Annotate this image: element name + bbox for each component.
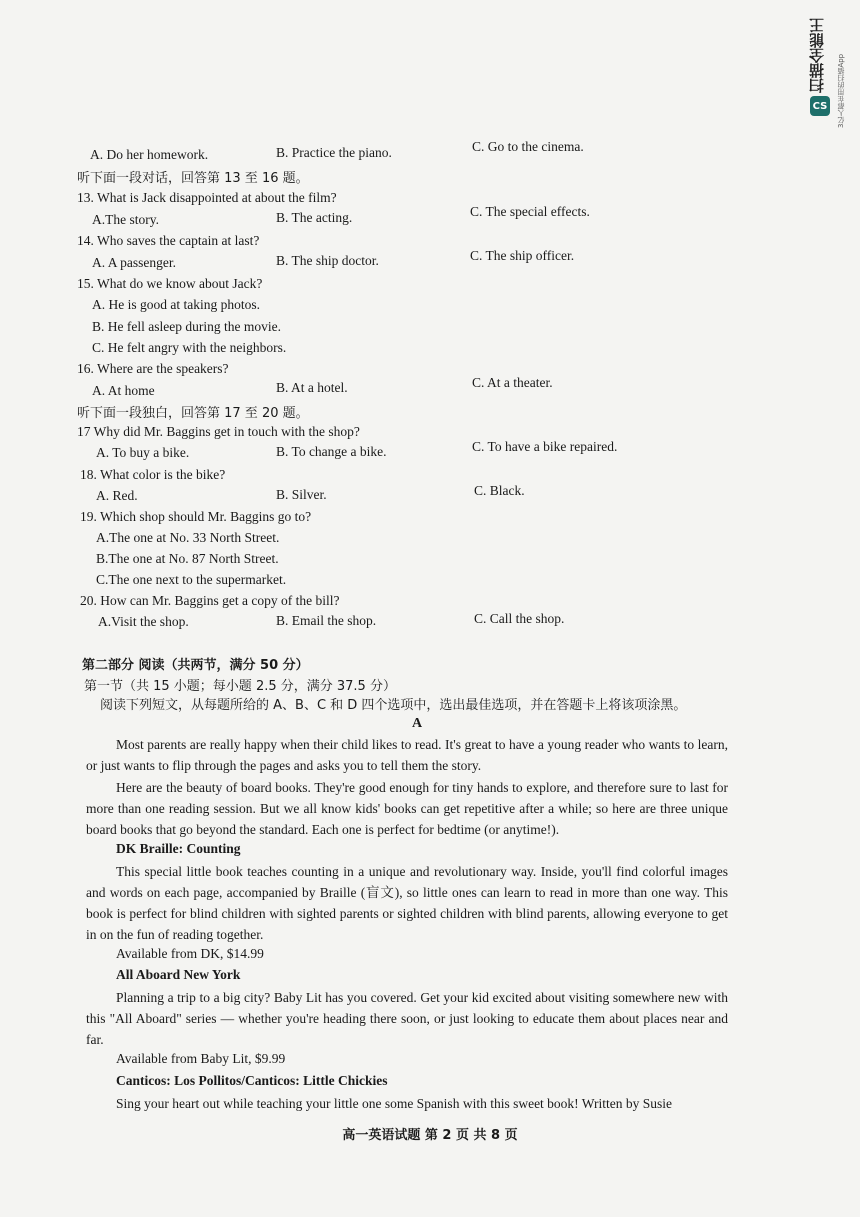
book-2-title: All Aboard New York bbox=[116, 967, 241, 982]
q13-option-c: C. The special effects. bbox=[470, 204, 590, 219]
q18-option-b: B. Silver. bbox=[276, 487, 327, 502]
scanner-logo-icon: CS bbox=[810, 96, 830, 116]
q16-option-a: A. At home bbox=[92, 383, 155, 398]
q12-option-b: B. Practice the piano. bbox=[276, 145, 392, 160]
q14-option-c: C. The ship officer. bbox=[470, 248, 575, 263]
book-3-description: Sing your heart out while teaching your little one some Spanish with this sweet book! Written by Susie bbox=[116, 1096, 673, 1111]
page-footer: 高一英语试题 第 2 页 共 8 页 bbox=[342, 1128, 518, 1143]
q19-option-a: A.The one at No. 33 North Street. bbox=[96, 530, 280, 545]
section-one-title: 第一节（共 15 小题；每小题 2.5 分，满分 37.5 分） bbox=[84, 679, 396, 694]
q17-option-b: B. To change a bike. bbox=[276, 444, 387, 459]
q16-option-b: B. At a hotel. bbox=[276, 380, 348, 395]
q13-option-b: B. The acting. bbox=[276, 210, 353, 225]
q18-option-c: C. Black. bbox=[474, 483, 525, 498]
paragraph-2: Here are the beauty of board books. They're good enough for tiny hands to explore, and therefore sure to last for more than one reading session. But we all know kids' books can get repetitive after a while; so here are three unique board books that go beyond the standard. Each one is perfect for bedtime (or anytime!). bbox=[86, 780, 728, 837]
q12-option-a: A. Do her homework. bbox=[90, 147, 209, 162]
book-2-description: Planning a trip to a big city? Baby Lit has you covered. Get your kid excited about visiting somewhere new with this "All Aboard" series — whether you're heading there soon, or just looking to educate them about places near and far. bbox=[86, 990, 728, 1047]
q17-option-a: A. To buy a bike. bbox=[96, 445, 190, 460]
book-1-title: DK Braille: Counting bbox=[116, 841, 241, 856]
question-14: 14. Who saves the captain at last? bbox=[77, 233, 260, 248]
q14-option-b: B. The ship doctor. bbox=[276, 253, 379, 268]
q19-option-b: B.The one at No. 87 North Street. bbox=[96, 551, 279, 566]
question-18: 18. What color is the bike? bbox=[80, 467, 226, 482]
q20-option-c: C. Call the shop. bbox=[474, 611, 565, 626]
scanner-watermark-subtitle: 3亿人都在用的扫描App bbox=[837, 53, 845, 128]
book-2-availability: Available from Baby Lit, $9.99 bbox=[116, 1051, 286, 1066]
q15-option-b: B. He fell asleep during the movie. bbox=[92, 319, 281, 334]
reading-instruction: 阅读下列短文，从每题所给的 A、B、C 和 D 四个选项中，选出最佳选项，并在答题卡上将该项涂黑。 bbox=[100, 698, 687, 713]
passage-label: A bbox=[412, 716, 423, 731]
question-19: 19. Which shop should Mr. Baggins go to? bbox=[80, 509, 312, 524]
q16-option-c: C. At a theater. bbox=[472, 375, 553, 390]
question-13: 13. What is Jack disappointed at about the film? bbox=[77, 190, 337, 205]
q20-option-a: A.Visit the shop. bbox=[98, 614, 189, 629]
q14-option-a: A. A passenger. bbox=[92, 255, 176, 270]
book-1-description: This special little book teaches counting in a unique and revolutionary way. Inside, you'll find colorful images and words on each page, accompanied by Braille (盲文), so little ones can learn to read in more than one way. This book is perfect for blind children with sighted parents or sighted children with blind parents, allowing everyone to get in on the fun of reading together. bbox=[86, 864, 728, 942]
q15-option-a: A. He is good at taking photos. bbox=[92, 297, 260, 312]
q13-option-a: A.The story. bbox=[92, 212, 159, 227]
part-two-title: 第二部分 阅读（共两节，满分 50 分） bbox=[82, 658, 309, 673]
q15-option-c: C. He felt angry with the neighbors. bbox=[92, 340, 287, 355]
paragraph-1: Most parents are really happy when their child likes to read. It's great to have a young reader who wants to learn, or just wants to flip through the pages and asks you to tell them the story. bbox=[86, 737, 728, 773]
scanner-watermark-title: 扫描全能王 bbox=[808, 18, 826, 94]
q17-option-c: C. To have a bike repaired. bbox=[472, 439, 618, 454]
book-1-availability: Available from DK, $14.99 bbox=[116, 946, 264, 961]
question-17: 17 Why did Mr. Baggins get in touch with the shop? bbox=[77, 424, 360, 439]
q12-option-c: C. Go to the cinema. bbox=[472, 139, 584, 154]
question-20: 20. How can Mr. Baggins get a copy of the bill? bbox=[80, 593, 340, 608]
instruction-13-16: 听下面一段对话，回答第 13 至 16 题。 bbox=[77, 171, 309, 186]
q20-option-b: B. Email the shop. bbox=[276, 613, 377, 628]
question-15: 15. What do we know about Jack? bbox=[77, 276, 263, 291]
book-3-title: Canticos: Los Pollitos/Canticos: Little Chickies bbox=[116, 1073, 388, 1088]
q18-option-a: A. Red. bbox=[96, 488, 138, 503]
question-16: 16. Where are the speakers? bbox=[77, 361, 229, 376]
instruction-17-20: 听下面一段独白，回答第 17 至 20 题。 bbox=[77, 406, 309, 421]
q19-option-c: C.The one next to the supermarket. bbox=[96, 572, 287, 587]
